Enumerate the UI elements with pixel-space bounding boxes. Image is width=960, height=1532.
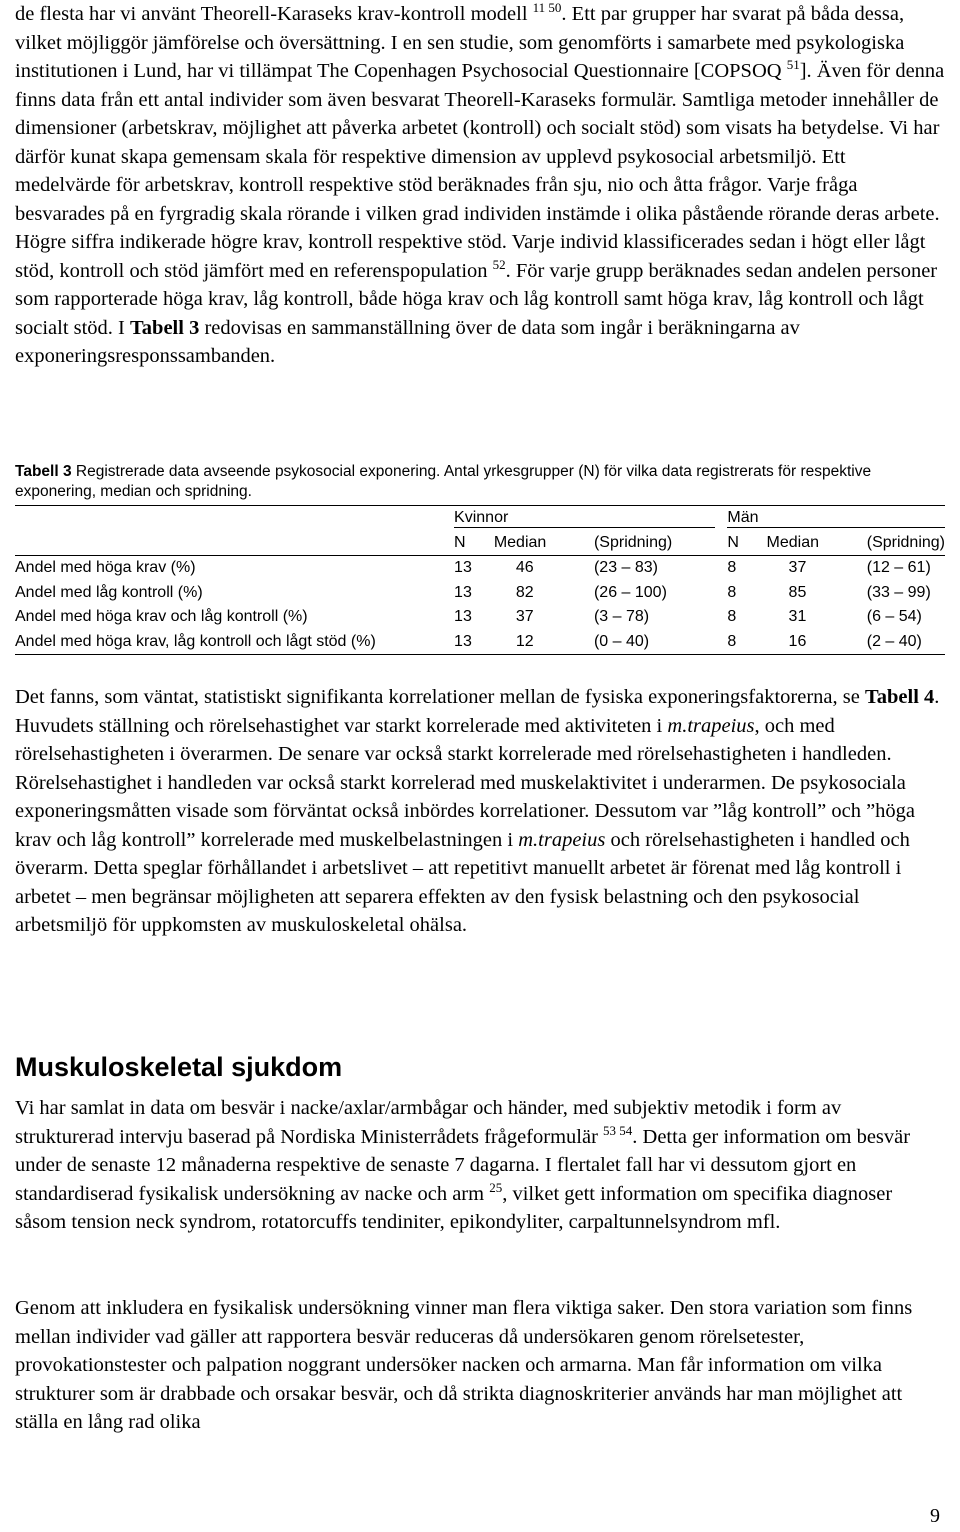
cell-n-men: 8 <box>727 630 766 655</box>
cell-n-men: 8 <box>727 559 737 577</box>
table-group-header-row <box>15 506 945 531</box>
column-header-spread-women: (Spridning) <box>594 531 727 556</box>
cell-n-men: 8 <box>727 583 737 601</box>
reference-superscript: 52 <box>492 256 506 272</box>
cell-n-women: 13 <box>454 583 472 601</box>
cell-median-women: 12 <box>494 630 594 655</box>
cell-median-men: 31 <box>788 608 807 626</box>
paragraph-correlations <box>15 683 945 940</box>
row-label: Andel med låg kontroll (%) <box>15 583 203 601</box>
cell-spread-men: (33 – 99) <box>866 583 931 601</box>
text-span: och rörelsehastigheten i handled och överarm. Detta speglar förhållandet i arbetslivet – att repetitivt manuellt arbetet är förenat med låg kontroll i arbetet – men begränsar möjligheten att separera effekten av den fysisk belastning och den psykosocial arbetsmiljö för uppkomsten av muskuloskeletal ohälsa. <box>15 828 910 936</box>
cell-spread-women: (0 – 40) <box>594 630 727 655</box>
text-span: redovisas en sammanställning över de data som ingår i beräkningarna av exponeringsresponssambanden. <box>15 316 800 367</box>
text-span: , vilket gett information om specifika diagnoser såsom tension neck syndrom, rotatorcuffs tendiniter, epikondyliter, carpaltunnelsyndrom mfl. <box>15 1182 893 1233</box>
row-label: Andel med höga krav och låg kontroll (%) <box>15 608 308 626</box>
table-row <box>15 630 945 655</box>
paragraph-physical-exam: Genom att inkludera en fysikalisk undersökning vinner man flera viktiga saker. Den stora variation som finns mellan individer vad gäller att rapportera besvär reduceras då undersökaren genom rörelsetester, provokationstester och palpation noggrant undersöker nacken och armarna. Man får information om vilka strukturer som är drabbade och orsakar besvär, och då strikta diagnoskriterier används har man möjlighet att ställa en lång rad olika <box>15 1297 913 1433</box>
caption-label: Tabell 3 <box>15 463 72 480</box>
cell-median-men: 85 <box>788 583 807 601</box>
reference-superscript: 51 <box>786 57 800 72</box>
cell-n-women: 13 <box>454 630 494 655</box>
text-span: Vi har samlat in data om besvär i nacke/axlar/armbågar och händer, med subjektiv metodik i form av strukturerad intervju baserad på Nordiska Ministerrådets frågeformulär <box>15 1097 842 1148</box>
cell-spread-men: (2 – 40) <box>867 630 945 655</box>
text-span: . Huvudets ställning och rörelsehastighet var starkt korrelerade med aktiviteten i <box>15 686 940 737</box>
row-label: Andel med höga krav (%) <box>15 559 196 577</box>
table-caption <box>15 462 945 502</box>
row-label: Andel med höga krav, låg kontroll och lågt stöd (%) <box>15 630 454 655</box>
column-header-n-women: N <box>454 531 494 556</box>
table-row <box>15 605 945 630</box>
text-span: Det fanns, som väntat, statistiskt signifikanta korrelationer mellan de fysiska exponeringsfaktorerna, se <box>15 686 860 708</box>
table-reference: Tabell 3 <box>130 316 200 339</box>
cell-spread-men: (12 – 61) <box>866 559 931 577</box>
cell-n-women: 13 <box>454 608 472 626</box>
text-span: . Detta ger information om besvär under de senaste 12 månaderna respektive de senaste 7 dagarna. I flertalet fall har vi dessutom gjort en standardiserad fysikalisk undersökning av nacke och arm <box>15 1125 911 1205</box>
table-column-header-row <box>15 531 945 556</box>
italic-term: m.trapeius <box>667 714 755 737</box>
reference-superscript: 11 50 <box>532 0 562 15</box>
table-row <box>15 581 945 606</box>
column-header-median-men: Median <box>767 531 867 556</box>
group-header-men <box>727 506 945 531</box>
column-header-median-women: Median <box>494 531 594 556</box>
table-reference: Tabell 4 <box>864 686 935 708</box>
group-label-men: Män <box>727 509 945 528</box>
reference-superscript: 25 <box>489 1179 503 1195</box>
paragraph-psychosocial-methods <box>15 0 945 371</box>
section-heading: Muskuloskeletal sjukdom <box>15 1052 343 1082</box>
cell-spread-men: (6 – 54) <box>866 608 922 626</box>
group-header-women <box>454 506 727 531</box>
psychosocial-exposure-table <box>15 505 945 655</box>
cell-spread-women: (3 – 78) <box>593 608 650 626</box>
cell-n-women: 13 <box>454 559 472 577</box>
cell-median-men: 37 <box>788 559 807 577</box>
cell-median-men: 16 <box>767 630 867 655</box>
table-row <box>15 556 945 581</box>
column-header-n-men: N <box>727 531 766 556</box>
text-span: ]. Även för denna finns data från ett antal individer som även besvarat Theorell-Karaseks formulär. Samtliga metoder innehåller de dimensioner (arbetskrav, möjlighet att påverka arbetet (kontroll) och socialt stöd) som visats ha betydelse. Vi har därför kunat skapa gemensam skala för respektive dimension av upplevd psykosocial arbetsmiljö. Ett medelvärde för arbetskrav, kontroll respektive stöd beräknades från sju, nio och åtta frågor. Varje fråga besvarades på en fyrgradig skala rörande i vilken grad individen instämde i olika påstående rörande deras arbete. Högre siffra indikerade högre krav, kontroll respektive stöd. Varje individ klassificerades sedan i högt eller lågt stöd, kontroll och stöd jämfört med en referenspopulation <box>15 60 945 282</box>
cell-median-women: 46 <box>515 559 534 577</box>
group-label-women: Kvinnor <box>454 509 715 528</box>
italic-term: m.trapeius <box>518 828 606 851</box>
text-span: , och med rörelsehastigheten i överarmen. De senare var också starkt korrelerade med rörelsehastigheten i handleden. Rörelsehastighet i handleden var också starkt korrelerad med muskelaktivitet i underarmen. De psykosociala exponeringsmåtten visade som förväntat också inbördes korrelationer. Dessutom var ”låg kontroll” och ”höga krav och låg kontroll” korrelerade med muskelbelastningen i <box>15 714 916 851</box>
column-header-spread-men: (Spridning) <box>867 531 945 556</box>
paragraph-data-collection <box>15 1094 945 1237</box>
cell-spread-women: (26 – 100) <box>593 583 667 601</box>
caption-text: Registrerade data avseende psykosocial exponering. Antal yrkesgrupper (N) för vilka data registrerats för respektive exponering, median och spridning. <box>15 463 872 500</box>
cell-median-women: 82 <box>515 583 534 601</box>
text-span: . Ett par grupper har svarat på båda dessa, vilket möjliggör jämförelse och översättning. I en sen studie, som genomförts i samarbete med psykologiska institutionen i Lund, har vi tillämpat The Copenhagen Psychosocial Questionnaire [COPSOQ <box>15 3 905 82</box>
cell-n-men: 8 <box>727 608 737 626</box>
reference-superscript: 53 54 <box>603 1122 633 1138</box>
page-number: 9 <box>930 1505 940 1527</box>
cell-spread-women: (23 – 83) <box>593 559 659 577</box>
text-span: . För varje grupp beräknades sedan andelen personer som rapporterade höga krav, låg kontroll, både höga krav och låg kontroll samt höga krav, låg kontroll och lågt socialt stöd. I <box>15 259 938 339</box>
cell-median-women: 37 <box>515 608 534 626</box>
text-span: de flesta har vi använt Theorell-Karaseks krav-kontroll modell <box>15 3 528 25</box>
